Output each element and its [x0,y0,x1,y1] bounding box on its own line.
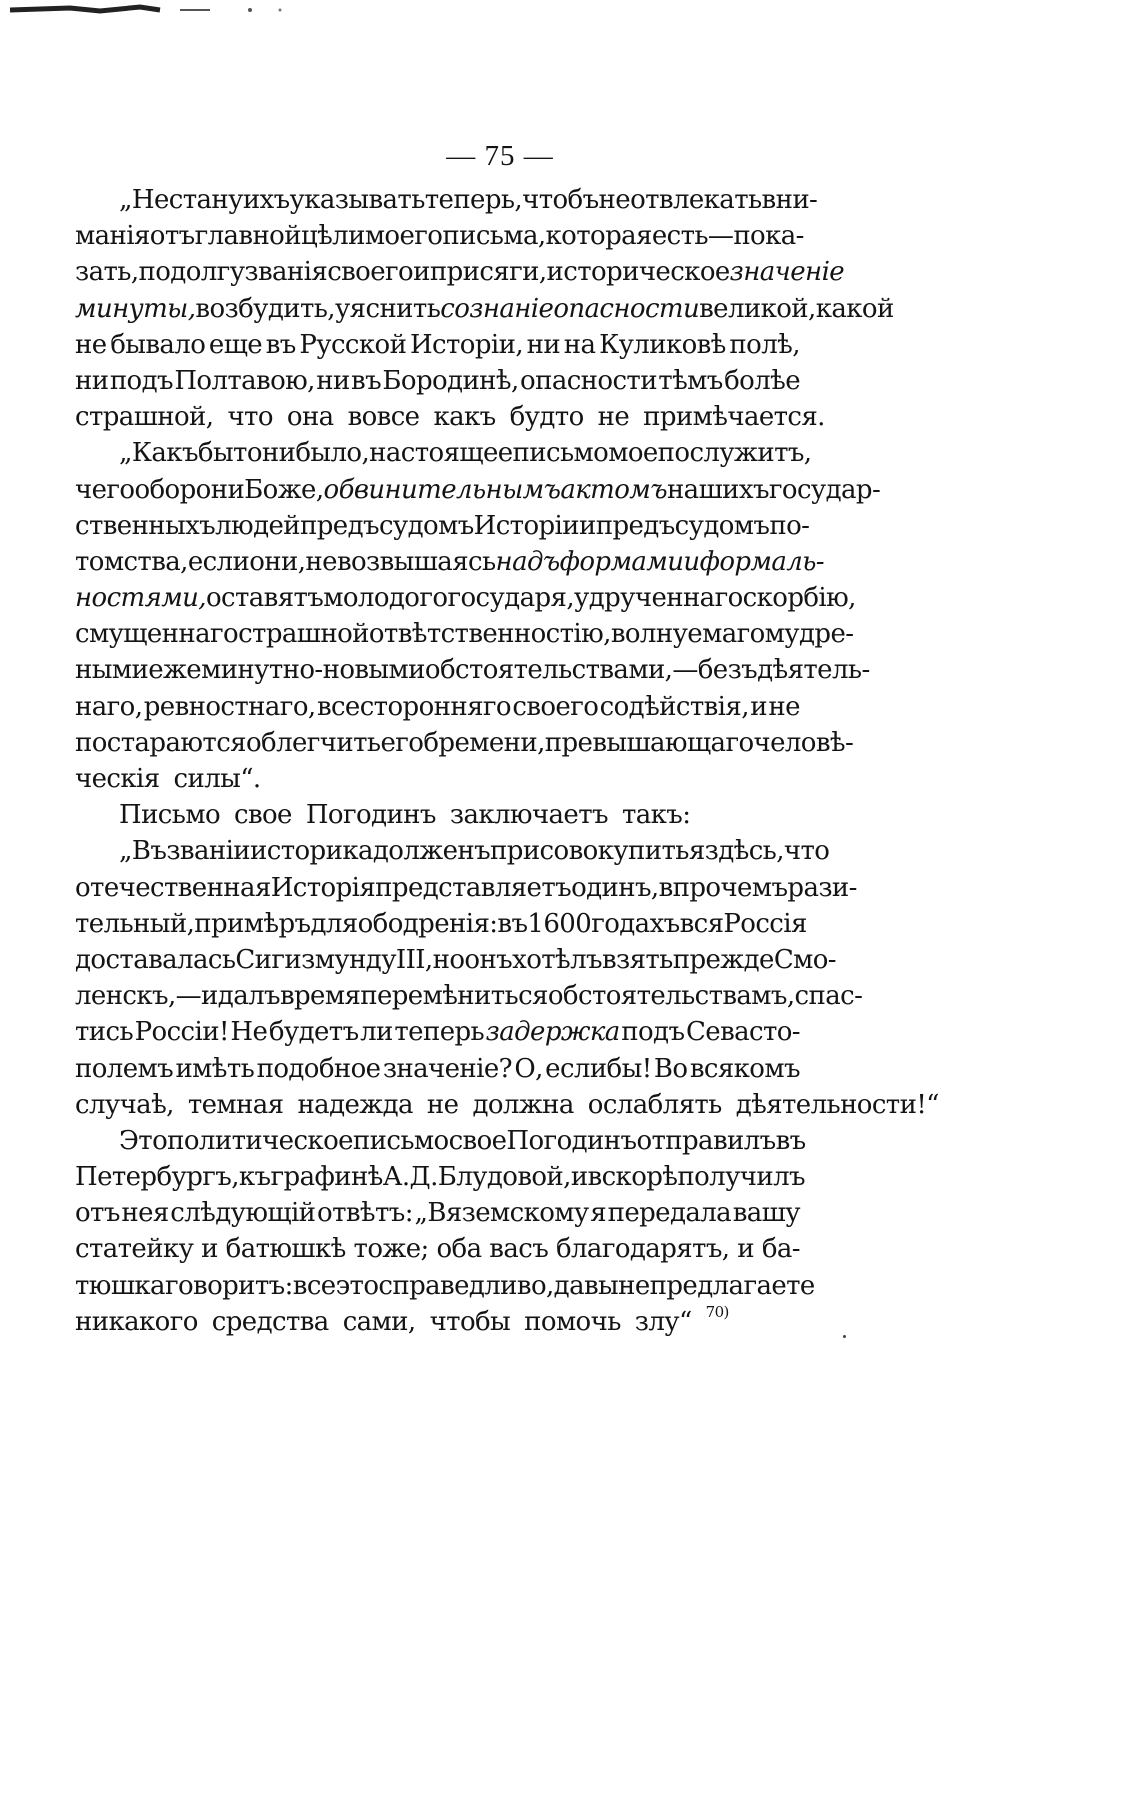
word: здѣсь, [704,836,784,867]
word: въ [351,365,382,396]
word: вся [679,908,724,939]
word: представляетъ [375,872,572,903]
word: опасности [553,293,700,324]
word: чтобы [429,1306,511,1337]
word: было, [295,438,370,469]
word: тоже; [353,1234,429,1265]
word: они, [249,546,306,577]
word: ни [526,329,561,360]
word: доставалась [75,944,236,975]
word: смущеннаго [75,619,239,650]
word: ленскъ,—и [75,981,218,1012]
word: примѣръ [194,908,311,939]
word: въ [775,1125,806,1156]
word: обстоятельствамъ, [547,981,795,1012]
word: предлагаете [649,1270,815,1301]
word: Исторіи, [409,329,523,360]
word: задержка [485,1017,620,1048]
word: теперь, [424,185,523,215]
word: манія [75,221,150,252]
word: злу“ [634,1306,692,1337]
text-line [75,1195,800,1231]
word: оборони [134,474,245,505]
word: не [598,185,631,215]
word: прежде [672,944,774,975]
word: присяги, [429,257,547,288]
word: людей [215,510,301,541]
text-line [75,218,804,254]
word: бывало [110,329,206,360]
word: нея [121,1198,169,1229]
text-line [75,833,830,869]
word: оставятъ [205,583,324,614]
word: Исторіи [473,510,580,541]
word: не [75,329,107,360]
text-line [75,797,800,833]
word: присовокупить [490,836,689,867]
word: статейку [75,1234,194,1265]
word: темная [187,1089,284,1120]
word: полемъ [75,1053,174,1084]
word: своего [512,691,599,722]
word: примѣчается. [643,402,825,433]
text-line [75,942,836,978]
word: силы“. [173,764,261,794]
word: своего [327,257,414,288]
word: взять [601,944,673,975]
word: возбудить, [195,293,335,324]
word: рази- [787,872,857,903]
word: Письмо [119,800,220,831]
word: и [750,691,767,722]
word: ежеминутно-новыми [148,655,425,686]
word: Россіи! [134,1017,229,1048]
word: Бородинѣ, [382,365,519,396]
word: Боже, [244,474,324,505]
word: графинѣ [270,1162,383,1193]
word: возвышаясь [336,546,496,577]
word: страшной [238,619,369,650]
word: ни [75,365,109,396]
word: званіи [166,836,251,867]
word: удрученнаго [574,583,743,614]
word: опасности [520,365,657,396]
word: подъ [621,1017,685,1048]
word: страшной, [75,402,214,433]
word: подъ [109,365,173,396]
word: Смо- [773,944,836,975]
word: Это [119,1125,168,1156]
word: тельный, [75,908,195,939]
word: государ- [768,474,881,505]
word: и [737,1234,754,1265]
word: вскорѣ [587,1162,678,1193]
word: по [138,257,171,288]
word: отвлекать [630,185,762,215]
word: она [286,402,334,433]
word: человѣ- [753,727,854,758]
word: бы [197,438,234,469]
word: далъ [217,981,280,1012]
word: зать, [75,257,139,288]
word: томства, [75,546,188,577]
word: Д. [409,1162,438,1193]
word: Погодинъ [506,1125,637,1156]
word: званія [244,257,328,288]
text-line [75,254,845,290]
word: сознаніе [440,293,554,324]
text-line [75,435,812,471]
word: ихъ [242,185,290,215]
word: будто [509,402,584,433]
word: мое [608,438,658,469]
text-line [75,508,810,544]
word: все [292,1270,336,1301]
word: ностями, [75,583,206,614]
text-line [75,1123,806,1159]
word: Полтавою, [174,365,315,396]
text-line [75,472,881,508]
word: формаль- [699,546,824,577]
word: отвѣтственностію, [368,619,611,650]
word: по- [769,510,810,541]
word: настоящее [369,438,513,469]
word: политическое [167,1125,353,1156]
word: Россія [723,908,807,939]
word: письмо [352,1125,449,1156]
text-line [75,870,857,906]
word: и [570,1162,588,1193]
word: полѣ, [729,329,800,360]
word: не [426,1089,459,1120]
word: вни- [761,185,818,215]
word: чего [75,474,135,505]
word: долгу [170,257,245,288]
word: не [597,402,630,433]
word: предъ [300,510,379,541]
text-line [75,182,818,218]
word: превышающаго [544,727,754,758]
text-line [75,1159,805,1195]
word: благодарятъ, [555,1234,730,1265]
word: батюшкѣ [225,1234,346,1265]
word: перемѣниться [360,981,548,1012]
word: справедливо, [378,1270,554,1301]
word: Русской [299,329,407,360]
word: „Въ [119,836,167,867]
text-line [75,978,863,1014]
word: актомъ [560,474,667,505]
text-line [75,291,894,327]
text-line [75,616,854,652]
word: есть—пока- [651,221,804,252]
word: онъ [464,944,513,975]
word: и [579,510,596,541]
word: О, [514,1053,543,1084]
word: Блудовой, [437,1162,571,1193]
word: моего [364,221,443,252]
word: историка [250,836,373,867]
word: чтобъ [522,185,599,215]
word: ни [316,365,350,396]
word: не [618,1270,650,1301]
word: то [233,438,262,469]
word: минуты, [75,293,196,324]
word: еслибы! [545,1053,652,1084]
word: Куликовѣ [599,329,726,360]
word: молодого [323,583,448,614]
word: отправилъ [636,1125,776,1156]
word: и [413,257,430,288]
word: Сигизмунду [235,944,396,975]
word: отъ [149,221,195,252]
word: историческое [546,257,730,288]
word: ни [261,438,296,469]
text-line [75,327,800,363]
word: какой [815,293,894,324]
text-line [75,689,800,725]
word: средства [211,1306,329,1337]
word: что [227,402,273,433]
word: великой, [699,293,816,324]
word: ственныхъ [75,510,216,541]
word: долженъ [372,836,491,867]
word: въ [265,329,296,360]
body-text [75,182,939,1340]
word: да [553,1270,584,1301]
page-number: — 75 — [446,140,554,172]
word: „Вяземскому [414,1198,589,1229]
word: какъ [433,402,496,433]
word: васъ [489,1234,549,1265]
word: главной [194,221,301,252]
word: уяснить [334,293,441,324]
word: еще [208,329,263,360]
word: волнуемаго [610,619,765,650]
text-line [75,363,800,399]
word: судомъ [674,510,770,541]
word: вовсе [347,402,420,433]
word: скорбію, [742,583,856,614]
word: бремени, [423,727,545,758]
word: передала [607,1198,732,1229]
word: постараются [75,727,246,758]
word: обвинительнымъ [323,474,561,505]
text-line [75,652,870,688]
word: содѣйствія, [599,691,749,722]
word: Исторія [270,872,376,903]
word: что [783,836,830,867]
word: „Какъ [119,438,198,469]
word: болѣе [724,365,800,396]
word: отъ [75,1198,120,1229]
word: оба [436,1234,482,1265]
word: Погодинъ [305,800,436,831]
scan-speck [843,1335,846,1338]
word: ба- [761,1234,800,1265]
word: ревностнаго, [143,691,316,722]
word: значеніе [729,257,845,288]
word: впрочемъ [658,872,788,903]
word: вашу [732,1198,800,1229]
word: подобное [256,1053,381,1084]
word: будетъ [268,1017,359,1048]
word: тѣмъ [658,365,723,396]
text-line [75,1304,800,1340]
word: ослаблять [587,1089,722,1120]
word: одинъ, [571,872,659,903]
word: на [563,329,596,360]
word: въ [497,908,528,939]
word: должна [472,1089,574,1120]
word: ными [75,655,149,686]
word: стану [168,185,243,215]
word: слѣдующій [170,1198,316,1229]
word: ческія [75,764,160,794]
word: Не [230,1017,268,1048]
word: письмо [512,438,609,469]
word: Севасто- [685,1017,800,1048]
word: ли [360,1017,393,1048]
word: „Не [119,185,169,215]
word: дѣятель- [757,655,870,686]
word: я [590,1198,607,1229]
word: я [688,836,705,867]
word: указывать [289,185,425,215]
word: тюшка [75,1270,165,1301]
word: это [335,1270,379,1301]
word: нашихъ [666,474,769,505]
word: всесторонняго [316,691,511,722]
word: вы [583,1270,619,1301]
word: 1600 [527,908,592,939]
word: заключаетъ [449,800,608,831]
word: III, [395,944,433,975]
scan-edge-mark [10,4,310,16]
word: обстоятельствами,—безъ [424,655,758,686]
footnote-ref: 70) [705,1302,729,1321]
word: но [432,944,465,975]
word: время [279,981,361,1012]
text-line [75,1087,939,1123]
word: надежда [297,1089,413,1120]
word: значеніе? [382,1053,513,1084]
word: не [768,691,800,722]
word: хотѣлъ [512,944,602,975]
word: свое [448,1125,507,1156]
word: дѣятельности!“ [735,1089,939,1120]
word: говоритъ: [164,1270,293,1301]
word: теперь [394,1017,485,1048]
text-line [75,761,800,797]
word: всякомъ [689,1053,800,1084]
word: никакого [75,1306,198,1337]
word: отечественная [75,872,271,903]
text-line [75,1231,800,1267]
text-line [75,580,856,616]
word: свое [234,800,292,831]
text-line [75,725,854,761]
text-line [75,544,824,580]
word: помочь [524,1306,621,1337]
word: формами [559,546,684,577]
word: случаѣ, [75,1089,174,1120]
text-line [75,399,825,435]
word: получилъ [677,1162,805,1193]
word: тись [75,1017,134,1048]
text-line [75,1014,800,1050]
word: годахъ [591,908,680,939]
word: которая [545,221,652,252]
word: отвѣтъ: [317,1198,413,1229]
text-line [75,906,807,942]
word: государя, [447,583,574,614]
word: къ [238,1162,271,1193]
text-line [75,1268,815,1304]
word: наго, [75,691,143,722]
word: А. [382,1162,410,1193]
word: мудре- [764,619,854,650]
word: имѣть [175,1053,255,1084]
word: для [310,908,358,939]
word: облегчить [245,727,381,758]
word: такъ: [621,800,691,831]
word: не [305,546,337,577]
word: цѣли [300,221,365,252]
word: Петербургъ, [75,1162,239,1193]
word: надъ [495,546,560,577]
word: спас- [794,981,863,1012]
word: послужитъ, [657,438,812,469]
text-line [75,1051,800,1087]
word: судомъ [378,510,474,541]
word: Во [653,1053,688,1084]
word: его [380,727,424,758]
word: письма, [442,221,546,252]
word: сами, [342,1306,416,1337]
word: если [187,546,250,577]
word: ободренія: [357,908,498,939]
word: предъ [595,510,675,541]
word: и [683,546,700,577]
word: и [201,1234,218,1265]
